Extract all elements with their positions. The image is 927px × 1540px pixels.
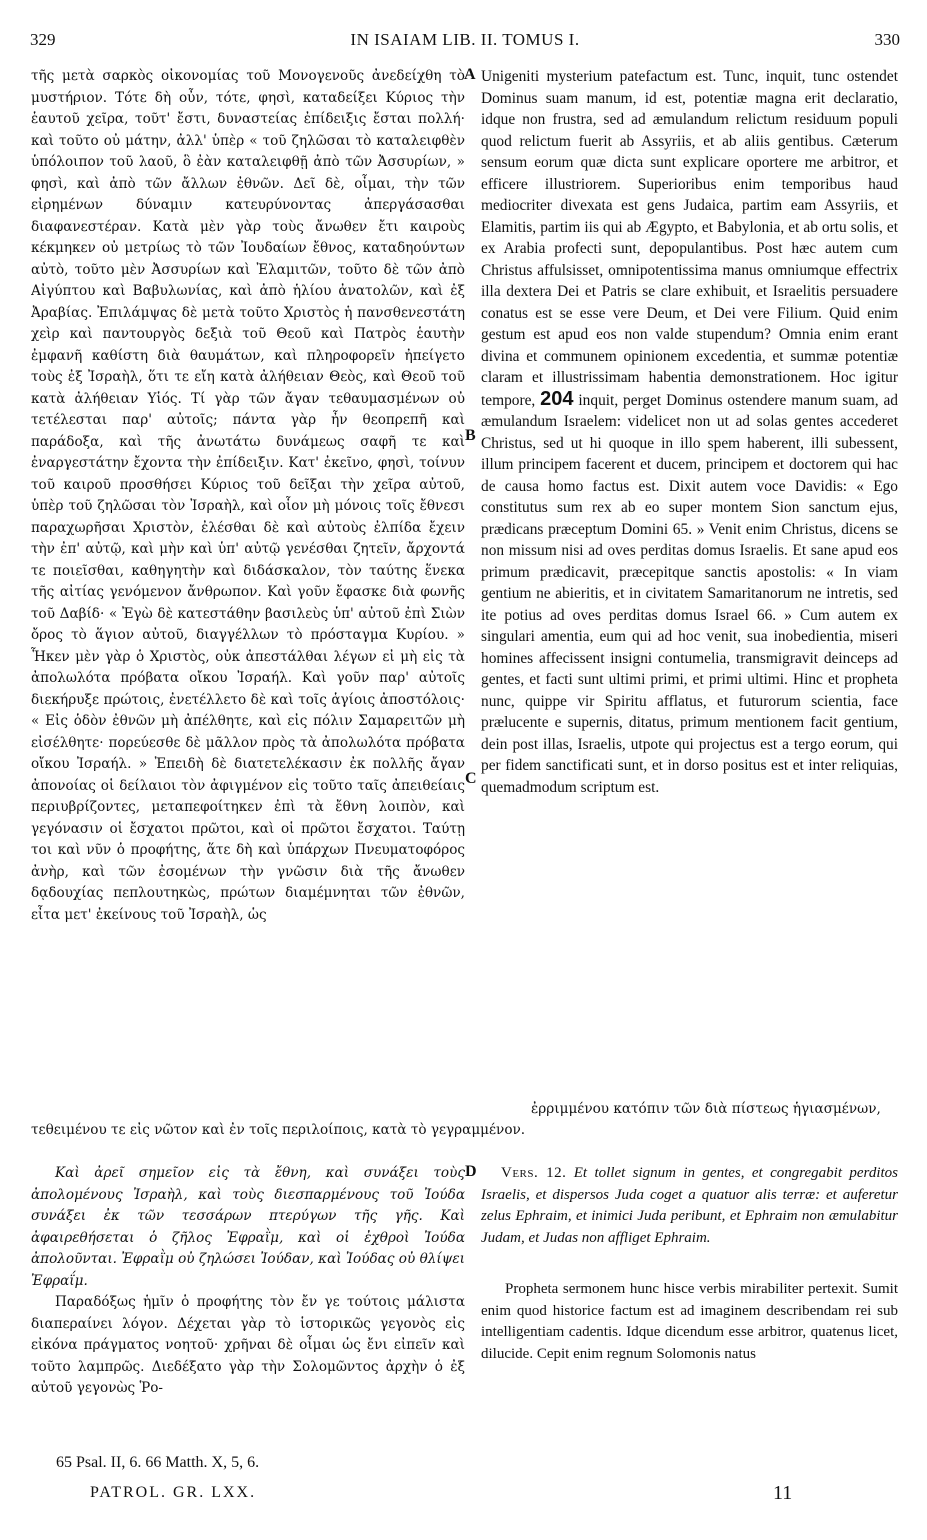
margin-marker-c: C (465, 770, 477, 787)
greek-verse: Καὶ ἀρεῖ σημεῖον εἰς τὰ ἔθνη, καὶ συνάξει τοὺς ἀπολομένους Ἰσραὴλ, καὶ τοὺς διεσπαρμένους τοῦ Ἰούδα συνάξει ἐκ τῶν τεσσάρων πτερύγων τῆς γῆς. Καὶ ἀφαιρεθήσεται ὁ ζῆλος Ἐφραῒμ, καὶ οἱ ἐχθροὶ Ἰούδα ἀπολοῦνται. Ἐφραῒμ οὐ ζηλώσει Ἰούδαν, καὶ Ἰούδας οὐ θλίψει Ἐφραΐμ. (31, 1165, 465, 1289)
latin-verse-text: Et tollet signum in gentes, et congregabit perditos Israelis, et dispersos Juda coget a quatuor alis terræ: et auferetur zelus Ephraim, et inimici Juda peribunt, et Ephraim non æmulabitur Judam, et Judas non affliget Ephraim. (481, 1165, 898, 1246)
latin-text (481, 66, 898, 798)
page-number-right: 330 (874, 30, 900, 49)
page-number-left: 329 (30, 30, 56, 49)
sheet-number: 11 (773, 1482, 793, 1504)
greek-text: τῆς μετὰ σαρκὸς οἰκονομίας τοῦ Μονογενοῦς ἀνεδείχθη τὸ μυστήριον. Τότε δὴ οὖν, τότε, φησὶ, καταδείξει Κύριος τὴν ἑαυτοῦ χεῖρα, τοῦτ' ἔστι, δυναστείας ἐπίδειξις ἔσται πολλή· καὶ τοῦτο οὐ μάτην, ἀλλ' ὑπὲρ « τοῦ ζηλῶσαι τὸ καταλειφθὲν ὑπόλοιπον τοῦ λαοῦ, ὃ ἐὰν καταλειφθῇ ἀπὸ τῶν Ἀσσυρίων, » φησὶ, καὶ ἀπὸ τῶν ἄλλων ἐθνῶν. Δεῖ δὲ, οἶμαι, τὴν τῶν εἰρημένων δύναμιν κατευρύνοντας ἀπεργάσασθαι διαφανεστέραν. Κατὰ μὲν γὰρ τοὺς ἄνωθεν ἔτι καιροὺς κέκμηκεν οὐ μετρίως τὸ τῶν Ἰουδαίων ἔθνος, καταδηούντων αὐτὸ, τοῦτο μὲν Ἀσσυρίων καὶ Ἐλαμιτῶν, τοῦτο δὲ τῶν ἀπὸ Αἰγύπτου καὶ Βαβυλωνίας, καὶ ἀπὸ ἡλίου ἀνατολῶν, καὶ ἐξ Ἀραβίας. Ἐπιλάμψας δὲ μετὰ τοῦτο Χριστὸς ἡ πανσθενεστάτη χεὶρ καὶ παντουργὸς δεξιὰ τοῦ Θεοῦ καὶ Πατρὸς ἑαυτὴν ἐμφανῆ καθίστη διὰ θαυμάτων, καὶ πληροφορεῖν ἠπείγετο τοὺς ἐξ Ἰσραὴλ, ὅτι τε εἴη κατὰ ἀλήθειαν Θεὸς, καὶ Θεοῦ τοῦ κατὰ ἀλήθειαν Υἱός. Τί γὰρ τῶν ἄγαν τεθαυμασμένων οὐ τετέλεσται παρ' αὐτοῖς; πάντα γὰρ ἦν θεοπρεπῆ καὶ παράδοξα, καὶ τῆς ἀνωτάτω δυνάμεως σαφῆ τε καὶ ἐναργεστάτην ἔχοντα τὴν ἐπίδειξιν. Κατ' ἐκεῖνο, φησὶ, τοίνυν τοῦ καιροῦ προσθήσει Κύριος τοῦ δεῖξαι τὴν χεῖρα αὐτοῦ, ὑπὲρ τοῦ ζηλῶσαι τὸν Ἰσραὴλ, καὶ οἷον μὴ μόνοις τοῖς ἔθνεσι παραχωρῆσαι Χριστὸν, ἐλέσθαι δὲ καὶ αὐτοὺς ἐλπίδα ἔχειν τὴν ἐπ' αὐτῷ, καὶ μὴν καὶ ὑπ' αὐτῷ γενέσθαι ζητεῖν, ἄρχοντά τε ποιεῖσθαι, καθηγητὴν καὶ διδάσκαλον, τὸν ταύτης ἕνεκα τῆς αἰτίας γενόμενον ἄνθρωπον. Καὶ γοῦν ἔφασκε διὰ φωνῆς τοῦ Δαβίδ· « Ἐγὼ δὲ κατεστάθην βασιλεὺς ὑπ' αὐτοῦ ἐπὶ Σιὼν ὄρος τὸ ἅγιον αὐτοῦ, διαγγέλλων τὸ πρόσταγμα Κυρίου. » Ἧκεν μὲν γὰρ ὁ Χριστὸς, οὐκ ἀπεστάλθαι λέγων εἰ μὴ εἰς τὰ ἀπολωλότα πρόβατα οἴκου Ἰσραήλ. Καὶ γοῦν παρ' αὐτοῖς διεκήρυξε πρώτοις, ἐνετέλλετο δὲ καὶ τοῖς ἁγίοις ἀποστόλοις· « Εἰς ὁδὸν ἐθνῶν μὴ ἀπέλθητε, καὶ εἰς πόλιν Σαμαρειτῶν μὴ εἰσέλθητε· πορεύεσθε δὲ μᾶλλον πρὸς τὰ ἀπολωλότα πρόβατα οἴκου Ἰσραήλ. » Ἐπειδὴ δὲ διατετελέκασιν ἐκ πολλῆς ἄγαν ἀπονοίας οἱ δείλαιοι τὸν ἀφιγμένον εἰς τοῦτο ταῖς ἀπειθείαις περιυβρίζοντες, μεταπεφοίτηκεν ἐπὶ τὰ ἔθνη λοιπὸν, καὶ γεγόνασιν οἱ ἔσχατοι πρῶτοι, καὶ οἱ πρῶτοι ἔσχατοι. Ταύτῃ τοι καὶ νῦν ὁ προφήτης, ἅτε δὴ καὶ ὑπάρχων Πνευματοφόρος ἀνὴρ, καὶ τῶν ἐσομένων τὴν γνῶσιν διὰ τῆς ἄνωθεν δᾳδουχίας πεπλουτηκὼς, πρώτων διαμέμνηται τῶν ἐθνῶν, εἶτα μετ' ἐκείνους τοῦ Ἰσραὴλ, ὡς (31, 68, 465, 923)
spacer (481, 1249, 898, 1279)
latin-commentary: Propheta sermonem hunc hisce verbis mirabiliter pertexit. Sumit enim quod historice factum est ad imaginem describendam rei sub intelligentiam cadentis. Idque dicendum esse arbitror, quatenus licet, dilucide. Cepit enim regnum Solomonis natus (481, 1281, 898, 1362)
greek-column (31, 66, 465, 1118)
verse-label: Vers. 12. (501, 1165, 567, 1181)
bridge-text: τεθειμένου τε εἰς νῶτον καὶ ἐν τοῖς περιλοίποις, κατὰ τὸ γεγραμμένον. (31, 1122, 526, 1138)
latin-text-part-1: Unigeniti mysterium patefactum est. Tunc, inquit, tunc ostendet Dominus suam manum, id est, potentiæ magna erit declaratio, idque non frustra, sed ad æmulandum relictum residuum populi quod relictum fuerit ab Assyriis, et ab aliis gentibus. Cæterum sensum eorum quæ dicta sunt explicare oportere me arbitror, et efficere illustriorem. Superioribus enim temporibus haud mediocriter divexata est gens Judaica, partim eam Assyriis, et Elamitis, partim iis qui ab Ægypto, et Babylonia, et ab ortu solis, et ex Arabia profecti sunt, depopulantibus. Post hæc autem cum Christus affulsisset, omnipotentissima manus omniumque effectrix illa dextera Dei et Patris se clare exhibuit, et Israelitis persuadere conatus est se esse vere Deum, et Dei vere Filium. Quid enim gestum est apud eos non valde stupendum? Omnia enim erant divina et communem opinionem excedentia, et summæ potentiæ claram et illustrissimam habentia demonstrationem. Hoc igitur tempore, (481, 68, 898, 409)
margin-marker-a: A (464, 66, 476, 83)
greek-verse-block (31, 1163, 465, 1448)
latin-verse (481, 1163, 898, 1249)
running-title: IN ISAIAM LIB. II. TOMUS I. (350, 30, 580, 49)
bridge-right-text: ἐρριμμένου κατόπιν τῶν διὰ πίστεως ἡγιασμένων, (531, 1101, 881, 1117)
footnotes: 65 Psal. II, 6. 66 Matth. X, 5, 6. (56, 1454, 260, 1471)
latin-verse-block (481, 1163, 898, 1448)
page-header (30, 30, 900, 54)
signature-mark: PATROL. GR. LXX. (90, 1484, 257, 1501)
greek-commentary: Παραδόξως ἡμῖν ὁ προφήτης τὸν ἔν γε τούτοις μάλιστα διαπεραίνει λόγον. Δέχεται γὰρ τὸ ἱστορικῶς γεγονὸς εἰς εἰκόνα πράγματος νοητοῦ· χρῆναι δὲ οἶμαι ὡς ἔνι εἰπεῖν καὶ τοῦτο λαμπρῶς. Διεδέξατο γὰρ τὴν Σολομῶντος ἀρχὴν ὁ ἐξ αὐτοῦ γεγονὼς Ῥο- (31, 1294, 465, 1396)
bridge-line (31, 1101, 899, 1141)
latin-column (481, 66, 898, 1118)
latin-text-part-2: inquit, perget Dominus ostendere manum suam, ad æmulandum Israelem: videlicet non ut ad solas gentes accederet Christus, sed ut hi quoque in illo spem haberent, illi subessent, illum principem facerent et ducem, principem et doctorem qui hac de causa homo factus est. Dixit autem voce Davidis: « Ego constitutus sum rex ab eo super montem Sion sanctum ejus, prædicans præceptum Domini 65. » Venit enim Christus, dicens se non missum nisi ad oves perditas domus Israelis. Et sane apud eos primum prædicavit, præcepitque sanctis apostolis: « In viam gentium ne abieritis, et in civitatem Samaritanorum ne intretis, sed ite potius ad oves perditas domus Israel 66. » Cum autem ex singulari amentia, eum qui ad hoc venit, sua inobedientia, miseri homines affecissent insigni contumelia, transmigravit deinceps ad gentes, et facti sunt ultimi primi, et primi ultimi. Hinc et propheta nunc, quippe vir Spiritu afflatus, et futurorum scientia, face prælucente e supernis, ditatus, primum mentionem facit gentium, dein post illas, Israelis, utpote qui projectus est a tergo eorum, qui per fidem sanctificati sunt, et in dorso positus est et inter reliquias, quemadmodum scriptum est. (481, 391, 898, 796)
column-number: 204 (540, 387, 574, 410)
margin-marker-d: D (465, 1163, 477, 1180)
margin-marker-b: B (465, 427, 476, 444)
